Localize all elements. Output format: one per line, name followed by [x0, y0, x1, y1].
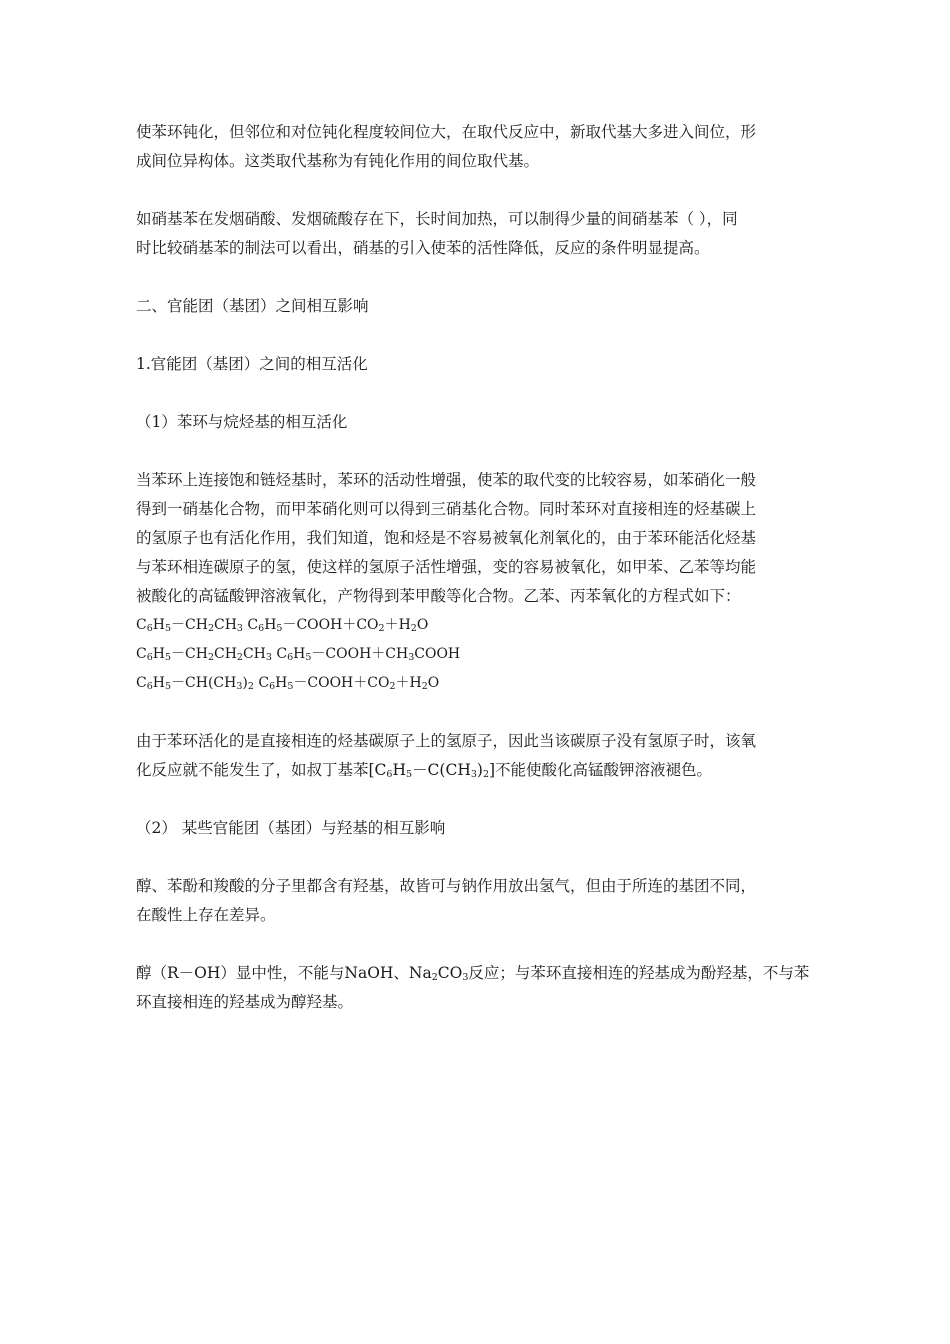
text-line: 时比较硝基苯的制法可以看出，硝基的引入使苯的活性降低，反应的条件明显提高。 [136, 239, 710, 257]
text-line: 当苯环上连接饱和链烃基时，苯环的活动性增强，使苯的取代变的比较容易，如苯硝化一般 [136, 471, 757, 489]
text-line: 成间位异构体。这类取代基称为有钝化作用的间位取代基。 [136, 152, 540, 170]
text-line: 醇（R－OH）显中性，不能与NaOH、$Na_2CO_3$反应；与苯环直接相连的羟基成为酚羟基，不与苯 [136, 964, 810, 983]
text-line: 如硝基苯在发烟硝酸、发烟硫酸存在下，长时间加热，可以制得少量的间硝基苯（ ），同 [136, 210, 738, 228]
text-line: 醇、苯酚和羧酸的分子里都含有羟基，故皆可与钠作用放出氢气，但由于所连的基团不同， [136, 877, 757, 895]
text-line: 在酸性上存在差异。 [136, 906, 276, 924]
paragraph-benzene-alkyl [136, 466, 816, 611]
subsection-heading: 1.官能团（基团）之间的相互活化 [136, 355, 368, 373]
section-heading: 二、官能团（基团）之间相互影响 [136, 297, 369, 315]
text-line: 环直接相连的羟基成为醇羟基。 [136, 993, 354, 1011]
text-line: 被酸化的高锰酸钾溶液氧化，产物得到苯甲酸等化合物。乙苯、丙苯氧化的方程式如下： [136, 587, 741, 605]
document-body [136, 118, 816, 1017]
paragraph-hydroxyl-comparison [136, 872, 816, 930]
text-line: 由于苯环活化的是直接相连的烃基碳原子上的氢原子，因此当该碳原子没有氢原子时，该氧 [136, 732, 757, 750]
text-line: 与苯环相连碳原子的氢，使这样的氢原子活性增强，变的容易被氧化，如甲苯、乙苯等均能 [136, 558, 757, 576]
equation-cumene-oxidation: $C_6H_5-CH(CH_3)_2$ $C_6H_5-COOH+CO_2+H_2O$ [136, 675, 440, 692]
paragraph-meta-deactivation [136, 118, 816, 176]
item-heading: （1）苯环与烷烃基的相互活化 [136, 413, 348, 431]
paragraph-tert-butylbenzene [136, 727, 816, 785]
text-line: 的氢原子也有活化作用，我们知道，饱和烃是不容易被氧化剂氧化的，由于苯环能活化烃基 [136, 529, 757, 547]
text-line: 得到一硝基化合物，而甲苯硝化则可以得到三硝基化合物。同时苯环对直接相连的烃基碳上 [136, 500, 757, 518]
text-line: 使苯环钝化，但邻位和对位钝化程度较间位大，在取代反应中，新取代基大多进入间位，形 [136, 123, 757, 141]
paragraph-alcohol-neutral [136, 959, 816, 1017]
text-line: 化反应就不能发生了，如叔丁基苯$[C_6H_5-C(CH_3)_2]$不能使酸化高锰酸钾溶液褪色。 [136, 761, 713, 780]
paragraph-nitrobenzene [136, 205, 816, 263]
item-heading: （2） 某些官能团（基团）与羟基的相互影响 [136, 819, 446, 837]
equation-ethylbenzene-oxidation: $C_6H_5-CH_2CH_3$ $C_6H_5-COOH+CO_2+H_2O$ [136, 617, 429, 634]
equation-propylbenzene-oxidation: $C_6H_5-CH_2CH_2CH_3$ $C_6H_5-COOH+CH_3COOH$ [136, 646, 461, 663]
